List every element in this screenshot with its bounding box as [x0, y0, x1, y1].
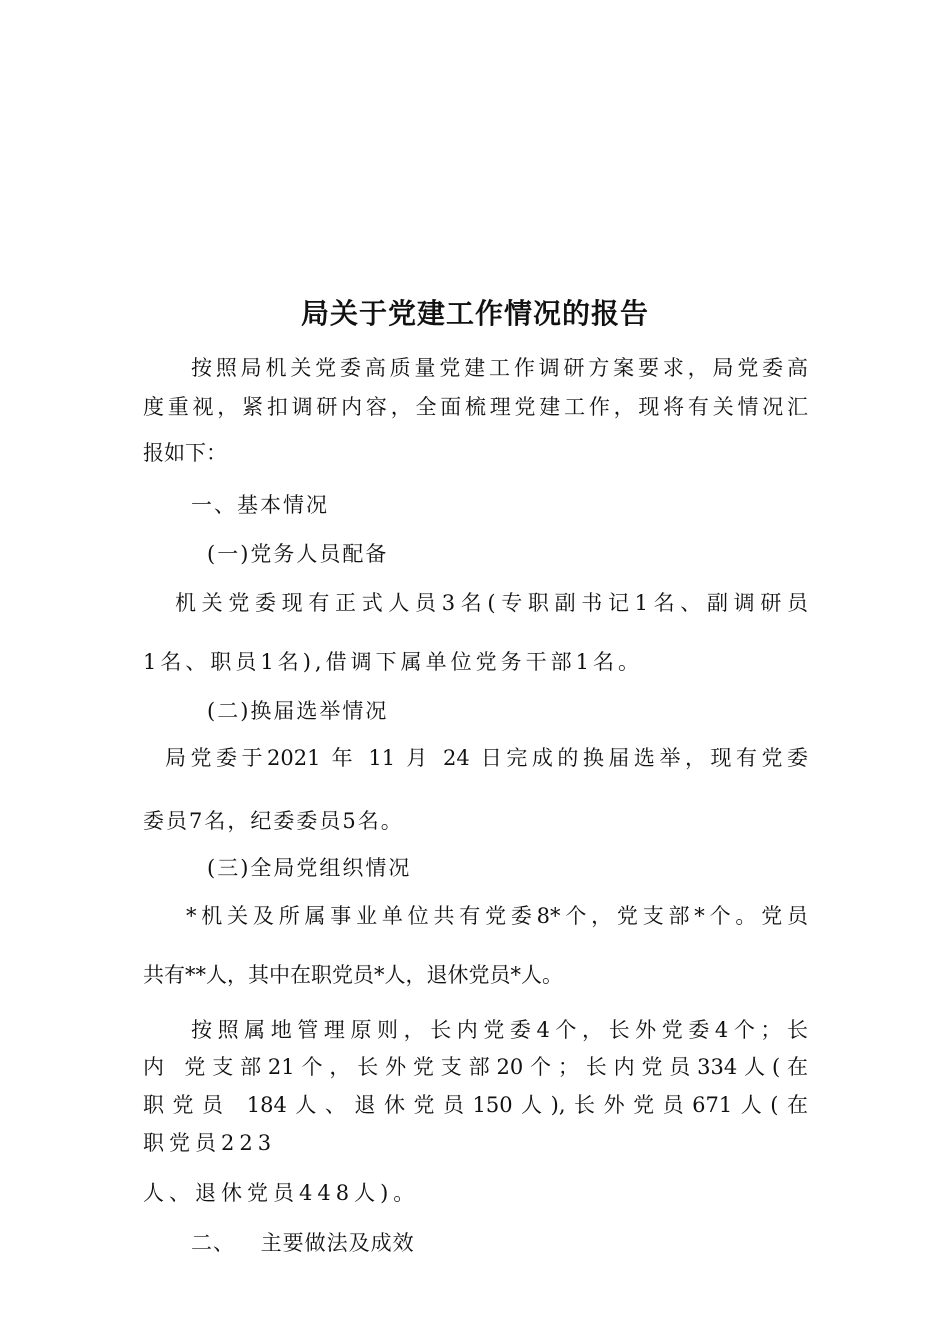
- paragraph-line: 共有**人，其中在职党员*人，退休党员*人。: [143, 963, 563, 987]
- section-heading: 一、基本情况: [191, 493, 329, 517]
- paragraph-line: 度重视，紧扣调研内容，全面梳理党建工作，现将有关情况汇: [143, 395, 808, 419]
- subsection-heading: (一)党务人员配备: [207, 542, 389, 566]
- paragraph-line: 委员7名，纪委委员5名。: [143, 809, 404, 833]
- paragraph-line: 报如下：: [143, 441, 227, 465]
- subsection-heading: (三)全局党组织情况: [207, 856, 412, 880]
- paragraph-line: 按照属地管理原则，长内党委4个，长外党委4个；长: [191, 1018, 808, 1042]
- section-heading: 二、 主要做法及成效: [191, 1231, 415, 1255]
- paragraph-line: 1名、职员1名),借调下属单位党务干部1名。: [143, 650, 643, 674]
- paragraph-line: 人、退休党员448人)。: [143, 1181, 420, 1205]
- paragraph-line: *机关及所属事业单位共有党委8*个，党支部*个。党员: [186, 904, 808, 928]
- subsection-heading: (二)换届选举情况: [207, 699, 389, 723]
- paragraph-line: 内 党支部21个，长外党支部20个；长内党员334人(在: [143, 1055, 808, 1079]
- paragraph-line: 局党委于2021 年 11 月 24 日完成的换届选举，现有党委: [165, 746, 808, 770]
- paragraph-line: 机关党委现有正式人员3名(专职副书记1名、副调研员: [175, 591, 808, 615]
- paragraph-line: 按照局机关党委高质量党建工作调研方案要求，局党委高: [191, 356, 808, 380]
- document-title: 局关于党建工作情况的报告: [300, 297, 649, 330]
- paragraph-line: 职党员 184人、退休党员150人),长外党员671人(在: [143, 1093, 808, 1117]
- paragraph-line: 职党员223: [143, 1131, 277, 1155]
